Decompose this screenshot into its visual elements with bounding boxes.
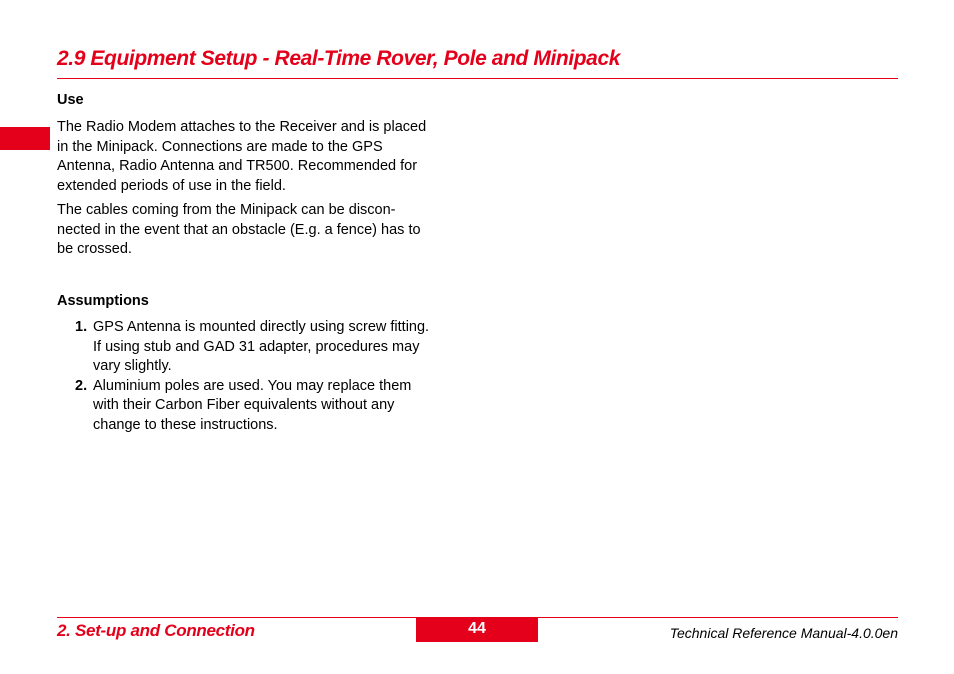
text-line: GPS Antenna is mounted directly using screw fitting. [93, 319, 430, 335]
use-paragraph-1 [57, 118, 477, 196]
list-item-number: 1. [75, 319, 88, 335]
page-title: 2.9 Equipment Setup - Real-Time Rover, Pole and Minipack [57, 47, 621, 70]
text-line: be crossed. [57, 241, 132, 257]
use-paragraph-2 [57, 201, 477, 260]
text-line: If using stub and GAD 31 adapter, procedures may [93, 338, 420, 355]
footer-manual-title: Technical Reference Manual-4.0.0en [669, 625, 898, 641]
side-tab-marker [0, 127, 50, 150]
list-item [57, 377, 477, 436]
text-line: Antenna, Radio Antenna and TR500. Recommended for [57, 158, 418, 174]
text-line: vary slightly. [93, 358, 172, 374]
text-line: with their Carbon Fiber equivalents without any [93, 397, 395, 413]
page-number-badge: 44 [416, 618, 538, 642]
list-item [57, 318, 477, 377]
text-line: change to these instructions. [93, 416, 278, 433]
text-line: The Radio Modem attaches to the Receiver and is placed [57, 119, 427, 135]
text-line: nected in the event that an obstacle (E.g. a fence) has to [57, 221, 421, 238]
text-line: extended periods of use in the field. [57, 177, 286, 194]
text-line: in the Minipack. Connections are made to the GPS [57, 138, 383, 155]
assumptions-list [57, 318, 477, 435]
text-line: The cables coming from the Minipack can be discon- [57, 202, 396, 218]
use-heading: Use [57, 92, 84, 108]
assumptions-heading: Assumptions [57, 293, 149, 309]
list-item-number: 2. [75, 377, 88, 394]
title-rule [57, 78, 898, 79]
footer-chapter: 2. Set-up and Connection [57, 621, 255, 640]
text-line: Aluminium poles are used. You may replace them [93, 377, 412, 394]
